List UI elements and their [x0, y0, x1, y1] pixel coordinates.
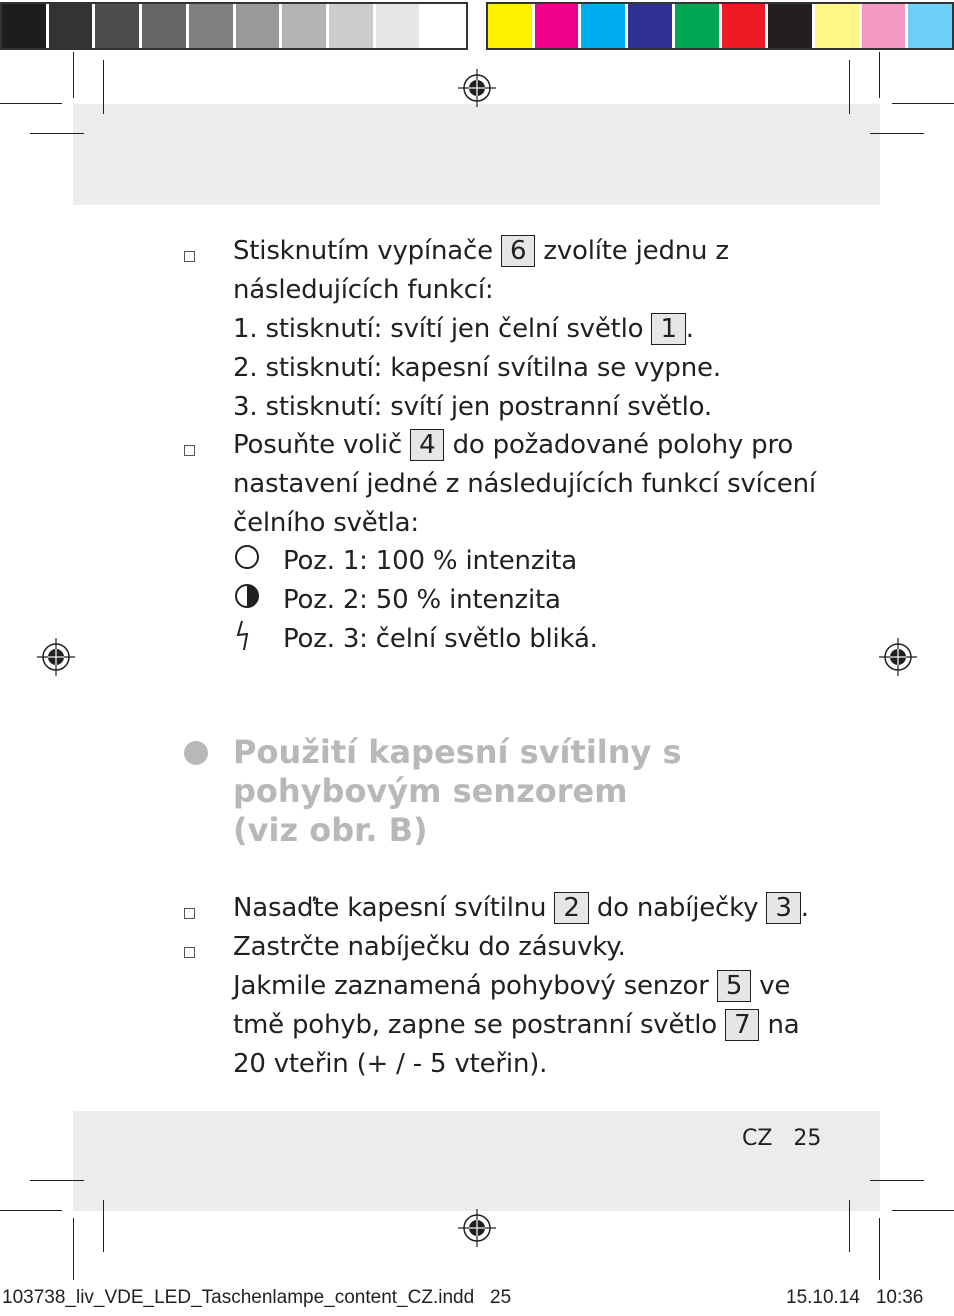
text: do nabíječky: [596, 893, 759, 923]
text: Jakmile zaznamená pohybový senzor: [233, 971, 709, 1001]
gray-swatch: [329, 4, 376, 48]
step-line: [233, 971, 790, 1002]
gray-swatch: [422, 4, 466, 48]
gray-swatch: [142, 4, 189, 48]
text: .: [800, 893, 809, 923]
gray-swatch: [95, 4, 142, 48]
step-line: [233, 1010, 800, 1041]
step-line: Zastrčte nabíječku do zásuvky.: [233, 932, 626, 962]
step-line: 20 vteřin (+ / - 5 vteřin).: [233, 1049, 548, 1079]
page-number: [742, 1126, 821, 1151]
color-swatch: [581, 4, 628, 48]
checkbox-bullet-icon: [184, 908, 195, 919]
color-swatch: [675, 4, 722, 48]
part-number-box: 5: [717, 970, 751, 1002]
part-number-box: 6: [501, 235, 535, 267]
top-gray-band: [73, 104, 880, 205]
process-color-bar: [486, 2, 954, 50]
option-line: 2. stisknutí: kapesní svítilna se vypne.: [233, 353, 721, 383]
position-line: Poz. 1: 100 % intenzita: [283, 546, 578, 576]
gray-swatch: [49, 4, 96, 48]
slug-filename: 103738_liv_VDE_LED_Taschenlampe_content_CZ.indd: [2, 1287, 475, 1308]
step-line: čelního světla:: [233, 508, 419, 538]
color-swatch: [535, 4, 582, 48]
flash-icon: [233, 620, 261, 652]
text: Posuňte volič: [233, 430, 403, 460]
part-number-box: 2: [554, 892, 588, 924]
part-number-box: 3: [766, 892, 800, 924]
slug-date: 15.10.14: [786, 1287, 860, 1308]
gray-swatch: [236, 4, 283, 48]
text: 1. stisknutí: svítí jen čelní světlo: [233, 314, 644, 344]
gray-swatch: [189, 4, 236, 48]
gray-swatch: [2, 4, 49, 48]
checkbox-bullet-icon: [184, 947, 195, 958]
part-number-box: 7: [725, 1009, 759, 1041]
color-swatch: [628, 4, 675, 48]
slug-timestamp: [786, 1287, 923, 1309]
gray-scale-bar: [0, 2, 468, 50]
color-swatch: [722, 4, 769, 48]
slug-time: 10:36: [875, 1287, 924, 1308]
checkbox-bullet-icon: [184, 251, 195, 262]
step-line: nastavení jedné z následujících funkcí svícení: [233, 469, 816, 499]
gray-swatch: [282, 4, 329, 48]
position-line: Poz. 2: 50 % intenzita: [283, 585, 561, 615]
registration-mark-icon: [458, 1209, 496, 1247]
color-swatch: [488, 4, 535, 48]
slug-page: 25: [490, 1287, 512, 1308]
gray-swatch: [376, 4, 423, 48]
half-circle-icon: [233, 582, 261, 610]
registration-mark-icon: [458, 69, 496, 107]
text: zvolíte jednu z: [543, 236, 729, 266]
text: do požadované polohy pro: [452, 430, 794, 460]
text: tmě pohyb, zapne se postranní světlo: [233, 1010, 717, 1040]
part-number-box: 4: [410, 429, 444, 461]
step-line: [233, 893, 809, 924]
section-heading: pohybovým senzorem: [233, 772, 628, 810]
part-number-box: 1: [651, 313, 685, 345]
page-number-value: 25: [793, 1126, 822, 1151]
text: na: [767, 1010, 800, 1040]
text: Nasaďte kapesní svítilnu: [233, 893, 547, 923]
heading-bullet-icon: [184, 741, 208, 765]
text: ve: [759, 971, 791, 1001]
slug-file: [2, 1287, 511, 1309]
option-line: [233, 314, 694, 345]
language-code: CZ: [742, 1126, 773, 1151]
text: Stisknutím vypínače: [233, 236, 493, 266]
color-swatch: [862, 4, 909, 48]
step-line: následujících funkcí:: [233, 275, 494, 305]
registration-mark-icon: [37, 638, 75, 676]
full-circle-icon: [233, 543, 261, 571]
checkbox-bullet-icon: [184, 445, 195, 456]
option-line: 3. stisknutí: svítí jen postranní světlo.: [233, 392, 712, 422]
registration-mark-icon: [879, 638, 917, 676]
color-swatch: [908, 4, 952, 48]
step-line: [233, 236, 729, 267]
color-swatch: [768, 4, 815, 48]
position-line: Poz. 3: čelní světlo bliká.: [283, 624, 598, 654]
text: .: [685, 314, 694, 344]
section-heading: Použití kapesní svítilny s: [233, 733, 682, 771]
section-heading: (viz obr. B): [233, 811, 428, 849]
step-line: [233, 430, 793, 461]
color-swatch: [815, 4, 862, 48]
